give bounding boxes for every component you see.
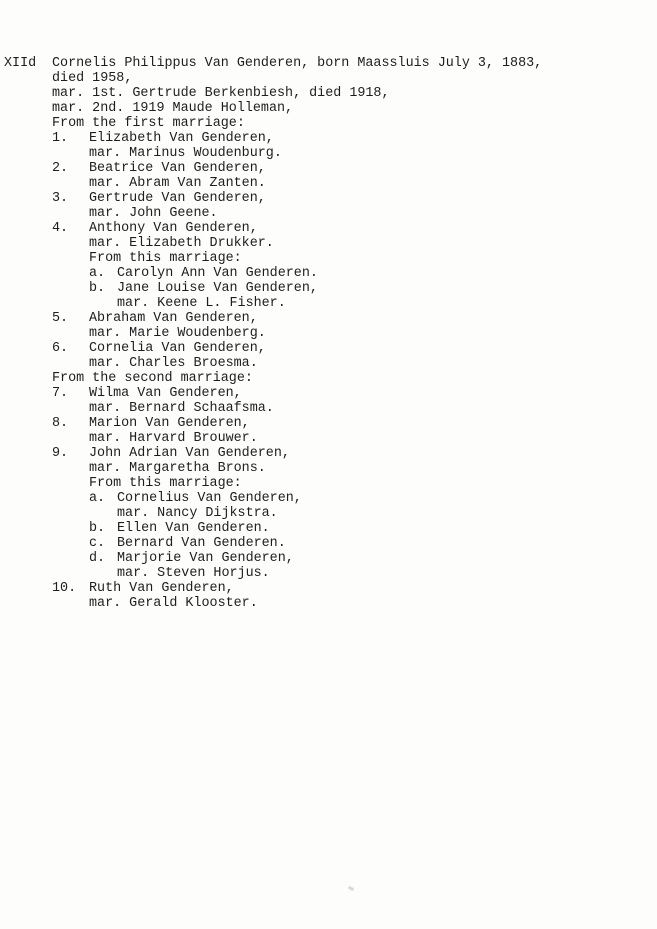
grandchild-spouse: mar. Keene L. Fisher. — [117, 296, 286, 311]
child-spouse: mar. Abram Van Zanten. — [89, 176, 266, 191]
second-marriage-heading: From the second marriage: — [52, 371, 253, 386]
grandchildren-heading: From this marriage: — [89, 476, 242, 491]
child-name: Wilma Van Genderen, — [89, 386, 242, 401]
child-spouse: mar. Harvard Brouwer. — [89, 431, 258, 446]
child-number: 8. — [52, 416, 69, 431]
grandchild-letter: c. — [89, 536, 106, 551]
grandchild-name: Jane Louise Van Genderen, — [117, 281, 318, 296]
child-spouse: mar. Margaretha Brons. — [89, 461, 266, 476]
child-number: 1. — [52, 131, 69, 146]
grandchild-name: Marjorie Van Genderen, — [117, 551, 294, 566]
child-name: Abraham Van Genderen, — [89, 311, 258, 326]
child-name: Anthony Van Genderen, — [89, 221, 258, 236]
child-spouse: mar. Bernard Schaafsma. — [89, 401, 274, 416]
second-marriage-line: mar. 2nd. 1919 Maude Holleman, — [52, 101, 294, 116]
child-name: Ruth Van Genderen, — [89, 581, 234, 596]
grandchild-name: Ellen Van Genderen. — [117, 521, 270, 536]
child-number: 4. — [52, 221, 69, 236]
first-marriage-heading: From the first marriage: — [52, 116, 245, 131]
child-spouse: mar. John Geene. — [89, 206, 218, 221]
child-name: John Adrian Van Genderen, — [89, 446, 290, 461]
paper-speck — [348, 886, 355, 891]
child-name: Gertrude Van Genderen, — [89, 191, 266, 206]
grandchild-spouse: mar. Steven Horjus. — [117, 566, 270, 581]
grandchild-letter: a. — [89, 266, 106, 281]
grandchild-letter: d. — [89, 551, 106, 566]
grandchildren-heading: From this marriage: — [89, 251, 242, 266]
grandchild-name: Bernard Van Genderen. — [117, 536, 286, 551]
child-name: Beatrice Van Genderen, — [89, 161, 266, 176]
grandchild-letter: a. — [89, 491, 106, 506]
child-number: 3. — [52, 191, 69, 206]
child-spouse: mar. Elizabeth Drukker. — [89, 236, 274, 251]
grandchild-letter: b. — [89, 521, 106, 536]
death-line: died 1958, — [52, 71, 133, 86]
child-number: 6. — [52, 341, 69, 356]
child-number: 5. — [52, 311, 69, 326]
grandchild-letter: b. — [89, 281, 106, 296]
child-number: 9. — [52, 446, 69, 461]
generation-label: XIId — [4, 56, 37, 71]
grandchild-spouse: mar. Nancy Dijkstra. — [117, 506, 278, 521]
first-marriage-line: mar. 1st. Gertrude Berkenbiesh, died 1918, — [52, 86, 390, 101]
grandchild-name: Carolyn Ann Van Genderen. — [117, 266, 318, 281]
principal-person-line: Cornelis Philippus Van Genderen, born Maassluis July 3, 1883, — [52, 56, 543, 71]
child-number: 2. — [52, 161, 69, 176]
child-name: Elizabeth Van Genderen, — [89, 131, 274, 146]
child-number: 7. — [52, 386, 69, 401]
grandchild-name: Cornelius Van Genderen, — [117, 491, 302, 506]
child-name: Marion Van Genderen, — [89, 416, 250, 431]
child-spouse: mar. Marie Woudenberg. — [89, 326, 266, 341]
child-spouse: mar. Marinus Woudenburg. — [89, 146, 282, 161]
child-name: Cornelia Van Genderen, — [89, 341, 266, 356]
child-spouse: mar. Gerald Klooster. — [89, 596, 258, 611]
child-spouse: mar. Charles Broesma. — [89, 356, 258, 371]
child-number: 10. — [52, 581, 77, 596]
